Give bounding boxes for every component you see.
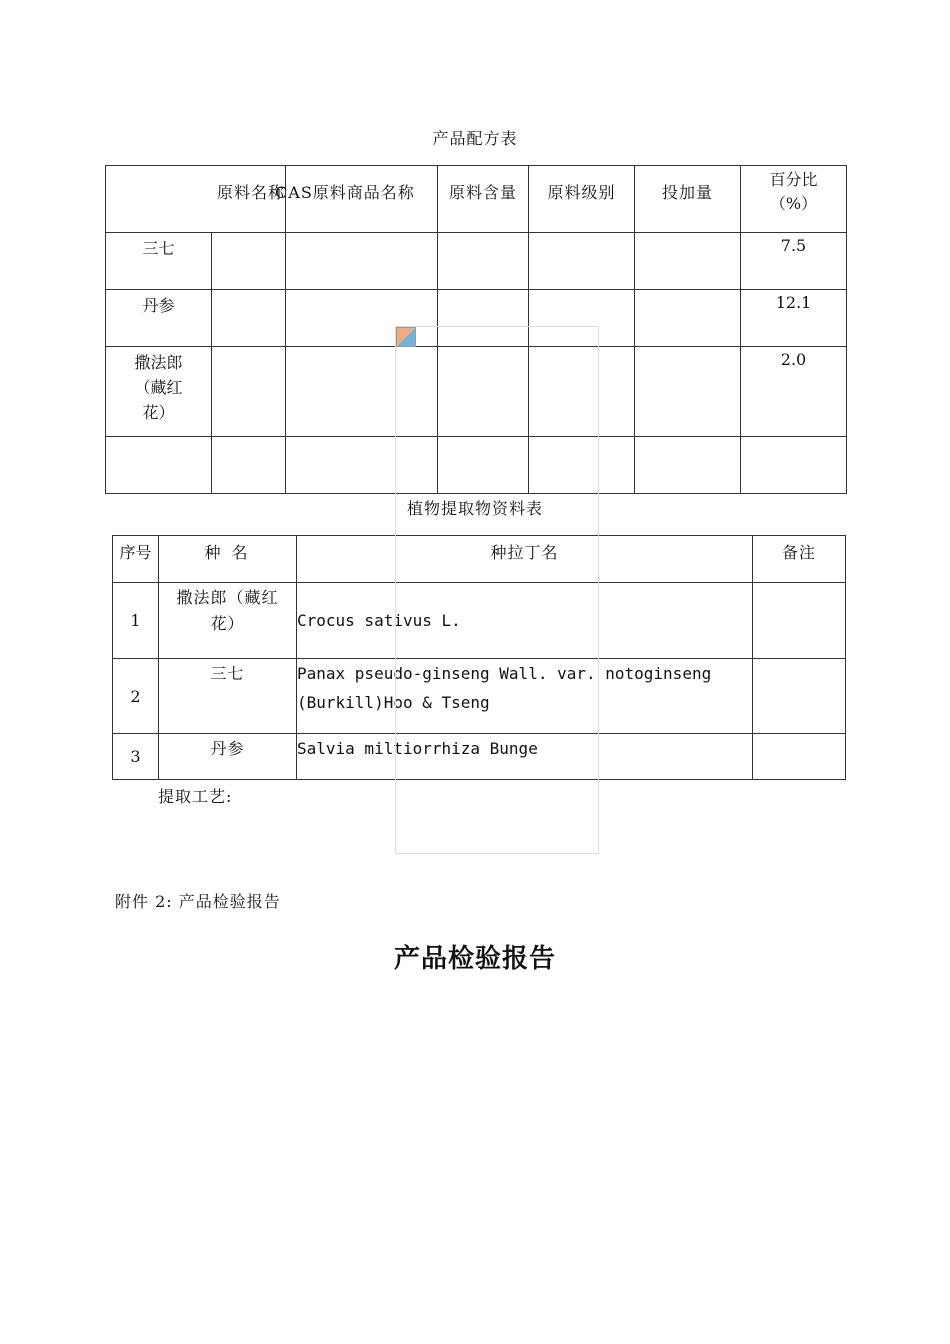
formula-row-name: 撒法郎（藏红花） xyxy=(106,347,212,437)
header-grade: 原料级别 xyxy=(529,166,635,233)
plant-row-species: 三七 xyxy=(159,659,297,734)
formula-row-name: 丹参 xyxy=(106,290,212,347)
broken-image-icon xyxy=(396,327,416,347)
header-trade-name: 原料商品名称 xyxy=(312,183,415,202)
formula-row-percent: 7.5 xyxy=(741,233,847,290)
plant-row-remark xyxy=(753,583,846,659)
header-percent: 百分比（%） xyxy=(741,166,847,233)
plant-row-no: 2 xyxy=(113,659,159,734)
formula-row-name xyxy=(106,437,212,494)
header-latin: 种拉丁名 xyxy=(297,536,753,583)
formula-table-caption: 产品配方表 xyxy=(432,129,518,148)
plant-row-remark xyxy=(753,734,846,780)
plant-row-latin: Panax pseudo-ginseng Wall. var. notoginseng (Burkill)Hoo & Tseng xyxy=(297,659,753,734)
formula-row-percent: 2.0 xyxy=(741,347,847,437)
plant-row-remark xyxy=(753,659,846,734)
header-content: 原料含量 xyxy=(438,166,529,233)
header-cas: CAS xyxy=(275,183,313,202)
plant-row-species: 撒法郎（藏红花） xyxy=(159,583,297,659)
plant-row-latin: Crocus sativus L. xyxy=(297,583,753,659)
header-dosage: 投加量 xyxy=(635,166,741,233)
plant-row-no: 3 xyxy=(113,734,159,780)
header-material-name: 原料名称 xyxy=(217,183,286,202)
formula-row-name: 三七 xyxy=(106,233,212,290)
formula-header-row xyxy=(106,166,286,233)
header-species: 种 名 xyxy=(159,536,297,583)
formula-row-percent: 12.1 xyxy=(741,290,847,347)
header-cas-tradename xyxy=(275,166,438,233)
header-remark: 备注 xyxy=(753,536,846,583)
plant-row-species: 丹参 xyxy=(159,734,297,780)
image-placeholder-frame xyxy=(395,326,599,854)
process-label: 提取工艺: xyxy=(158,787,233,806)
report-title: 产品检验报告 xyxy=(393,944,556,974)
plants-table-caption: 植物提取物资料表 xyxy=(406,499,543,518)
plant-row-latin: Salvia miltiorrhiza Bunge xyxy=(297,734,753,780)
formula-row-percent xyxy=(741,437,847,494)
attachment-label: 附件 2: 产品检验报告 xyxy=(115,892,281,911)
plant-row-no: 1 xyxy=(113,583,159,659)
header-no: 序号 xyxy=(113,536,159,583)
